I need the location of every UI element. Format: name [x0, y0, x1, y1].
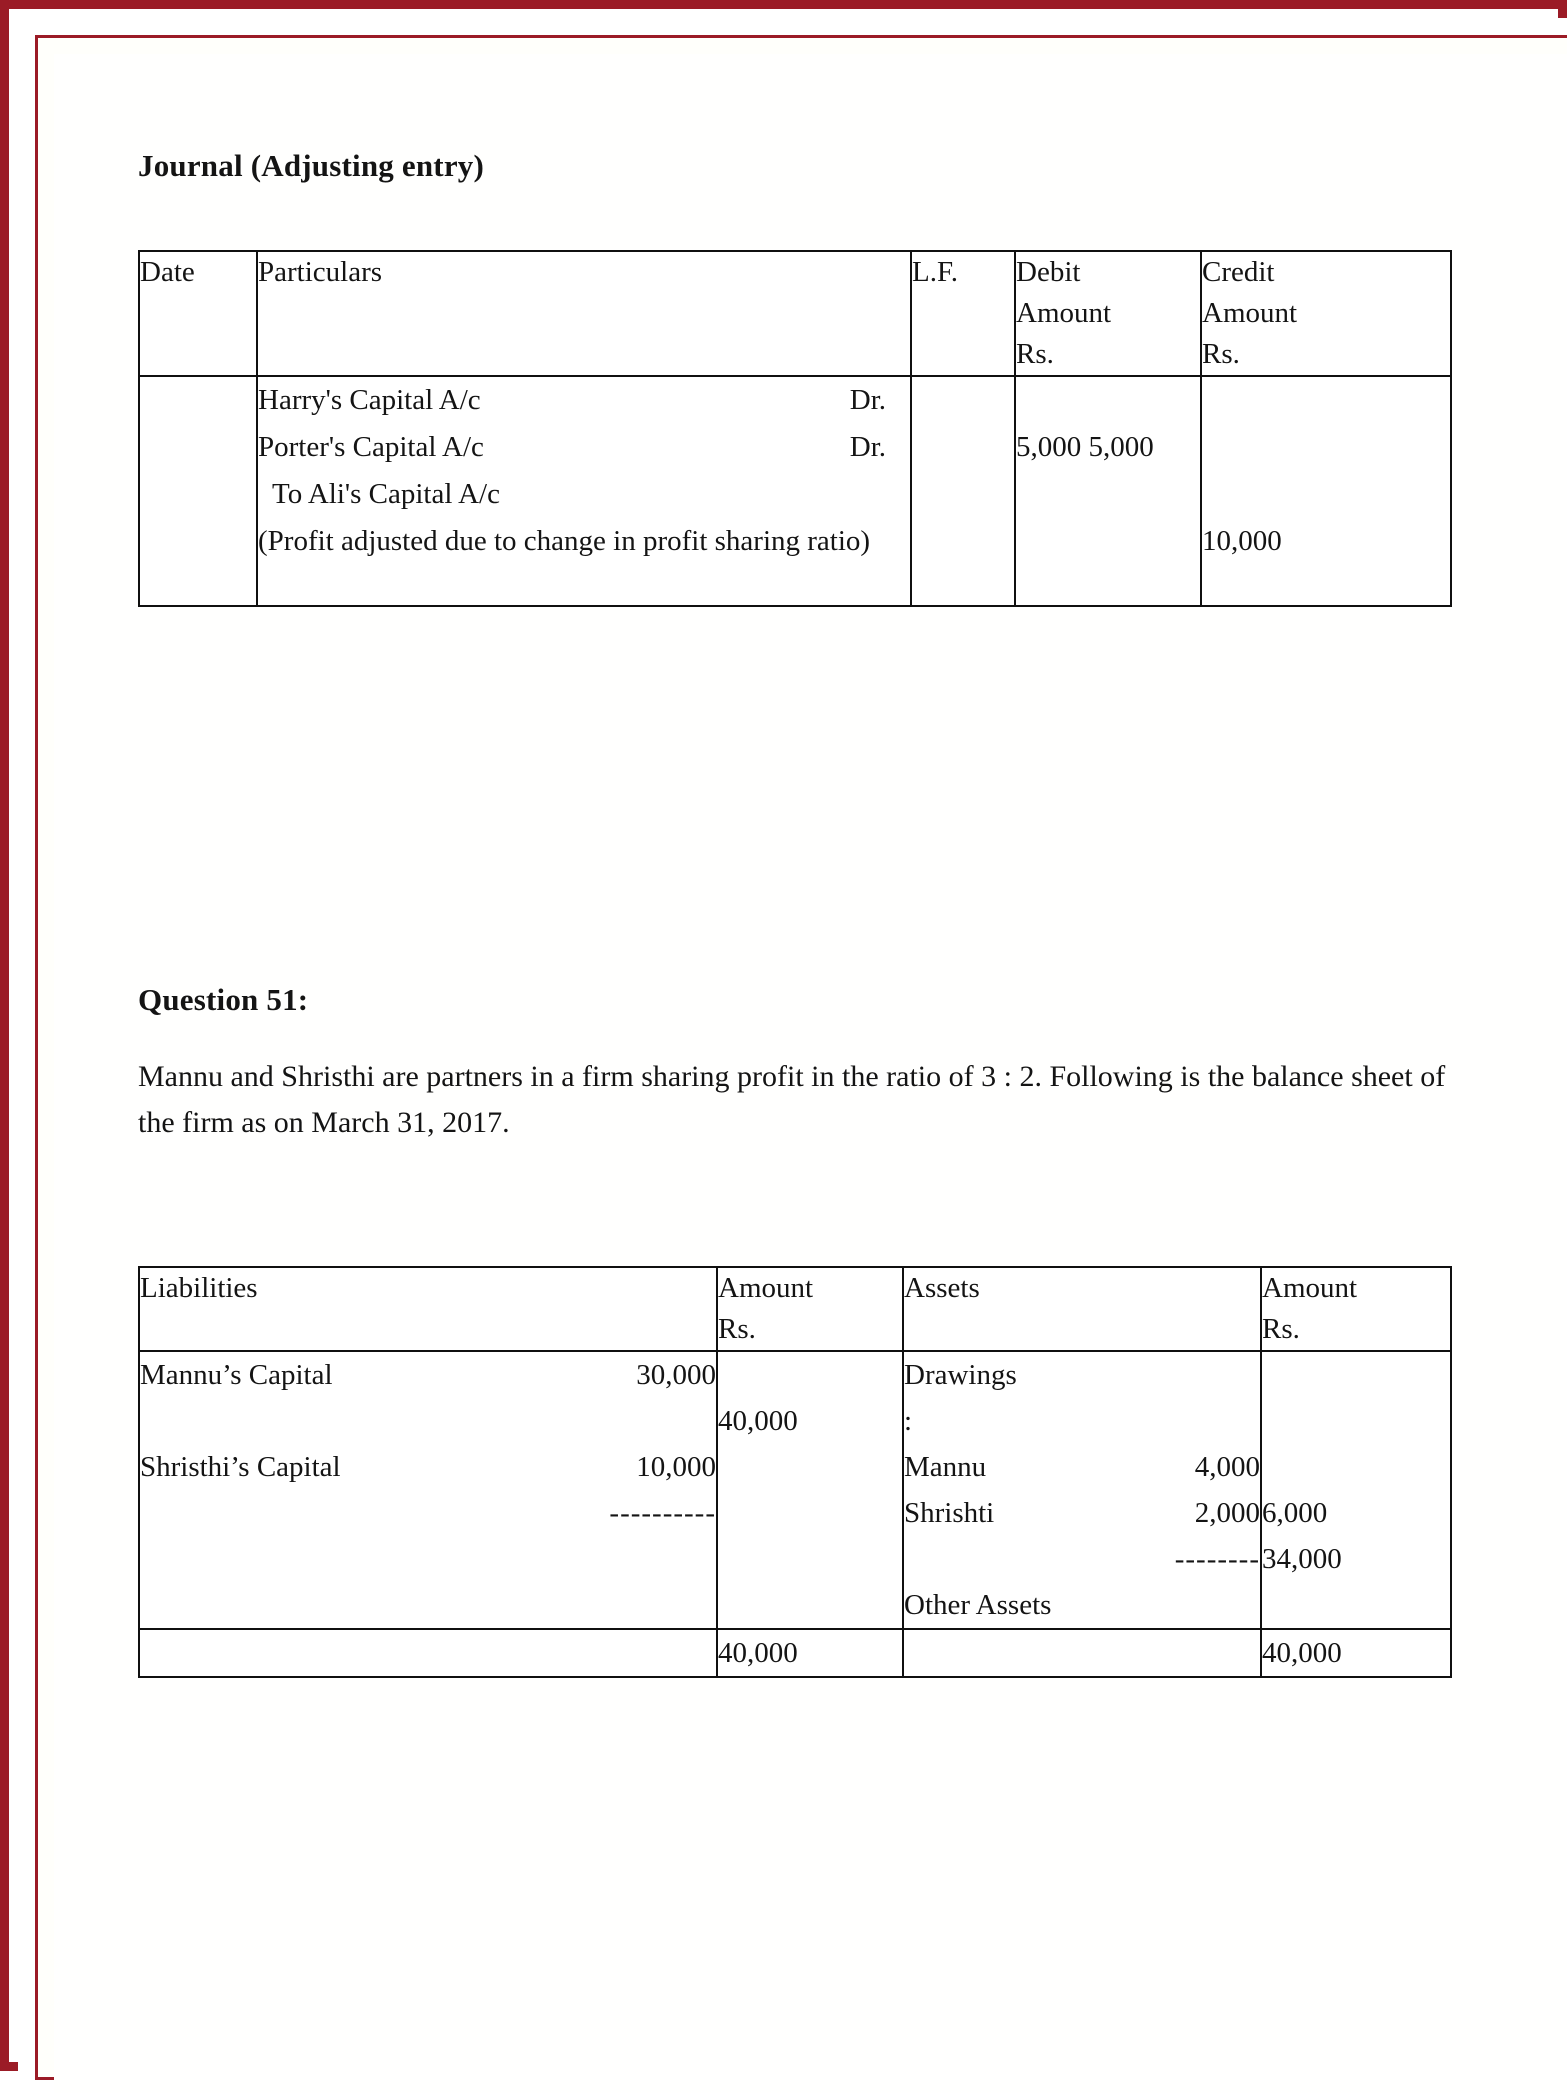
credit-blank-line-1	[1202, 377, 1450, 424]
liability-value-mannu: 30,000	[636, 1359, 716, 1391]
header-cell-date	[139, 251, 257, 376]
header-cell-assets	[903, 1267, 1261, 1351]
debit-amount-porter: 5,000	[1088, 431, 1154, 463]
liabilities-cell	[139, 1351, 717, 1629]
credit-blank-line-3	[1202, 471, 1450, 518]
entry-dr-tag-porter: Dr.	[849, 431, 886, 463]
assets-other-assets-value: 34,000	[1262, 1543, 1342, 1575]
total-assets-label-cell	[903, 1629, 1261, 1677]
liability-item-mannu	[140, 1352, 716, 1398]
entry-debit-cell	[1015, 376, 1201, 606]
entry-line-harry	[258, 377, 910, 424]
header-liabilities-label: Liabilities	[140, 1272, 258, 1304]
entry-account-porter: Porter's Capital A/c	[258, 431, 484, 463]
entry-credit-cell	[1201, 376, 1451, 606]
entry-narration: (Profit adjusted due to change in profit sharing ratio)	[258, 525, 871, 557]
page-border-inner	[35, 35, 1567, 2080]
page-content	[54, 54, 1567, 2093]
balance-sheet-table	[138, 1266, 1452, 1678]
header-cell-lf	[911, 251, 1015, 376]
header-amount-left-line2: Rs.	[718, 1313, 756, 1345]
table-row	[139, 376, 1451, 606]
header-cell-liabilities	[139, 1267, 717, 1351]
header-assets-label: Assets	[904, 1272, 980, 1304]
liability-label-mannu: Mannu’s Capital	[140, 1359, 333, 1391]
header-amount-right-line2: Rs.	[1262, 1313, 1300, 1345]
entry-particulars-cell	[257, 376, 911, 606]
debit-amount-harry: 5,000	[1016, 431, 1082, 463]
assets-cell	[903, 1351, 1261, 1629]
liabilities-blank-line	[140, 1398, 716, 1444]
page-border-white-gap	[18, 18, 1567, 2071]
assets-value-mannu: 4,000	[1194, 1451, 1260, 1483]
header-debit-line1: Debit	[1016, 256, 1081, 288]
header-cell-particulars	[257, 251, 911, 376]
credit-blank-line-2	[1202, 424, 1450, 471]
header-cell-credit	[1201, 251, 1451, 376]
assets-other-assets-label: Other Assets	[904, 1589, 1052, 1621]
entry-line-ali	[258, 471, 910, 518]
assets-value-shrishti: 2,000	[1194, 1497, 1260, 1529]
entry-line-porter	[258, 424, 910, 471]
assets-drawings-colon: :	[904, 1405, 913, 1437]
header-lf-label: L.F.	[912, 256, 959, 288]
journal-title: Journal (Adjusting entry)	[138, 148, 485, 183]
total-assets-value: 40,000	[1261, 1629, 1451, 1677]
entry-dr-tag-harry: Dr.	[849, 384, 886, 416]
question-text: Mannu and Shristhi are partners in a firm sharing profit in the ratio of 3 : 2. Following is the balance sheet of the firm as on March 31, 2017.	[138, 1060, 1446, 1139]
header-date-label: Date	[140, 256, 195, 288]
right-amount-blank-line-1	[1262, 1352, 1450, 1398]
header-debit-line2: Amount	[1016, 297, 1112, 329]
assets-label-shrishti: Shrishti	[904, 1497, 995, 1529]
liability-label-shristhi: Shristhi’s Capital	[140, 1451, 341, 1483]
header-cell-debit	[1015, 251, 1201, 376]
right-amount-blank-line-2	[1262, 1398, 1450, 1444]
journal-table	[138, 250, 1452, 607]
assets-item-mannu	[904, 1444, 1260, 1490]
table-row	[139, 1351, 1451, 1629]
header-credit-line2: Amount	[1202, 297, 1298, 329]
assets-drawings-label: Drawings	[904, 1359, 1017, 1391]
debit-blank-line	[1016, 377, 1200, 424]
liability-value-shristhi: 10,000	[636, 1451, 716, 1483]
assets-amount-cell	[1261, 1351, 1451, 1629]
header-credit-line1: Credit	[1202, 256, 1275, 288]
assets-drawings-colon-row	[904, 1398, 1260, 1444]
header-amount-left-line1: Amount	[718, 1272, 814, 1304]
credit-amount-ali: 10,000	[1202, 525, 1282, 557]
header-credit-line3: Rs.	[1202, 338, 1240, 370]
liabilities-subtotal-value: 40,000	[718, 1405, 798, 1437]
header-cell-amount-left	[717, 1267, 903, 1351]
entry-date-cell	[139, 376, 257, 606]
header-particulars-label: Particulars	[258, 256, 383, 288]
assets-drawings-rule: --------	[1174, 1543, 1260, 1575]
assets-other-assets-row	[904, 1582, 1260, 1628]
liabilities-subtotal-rule: ----------	[609, 1497, 716, 1529]
assets-drawings-label-row	[904, 1352, 1260, 1398]
assets-item-shrishti	[904, 1490, 1260, 1536]
liability-item-shristhi	[140, 1444, 716, 1490]
header-cell-amount-right	[1261, 1267, 1451, 1351]
total-liabilities-value: 40,000	[717, 1629, 903, 1677]
liabilities-amount-cell	[717, 1351, 903, 1629]
left-amount-blank-line	[718, 1352, 902, 1398]
right-amount-blank-line-3	[1262, 1444, 1450, 1490]
question-heading: Question 51:	[138, 982, 309, 1017]
assets-label-mannu: Mannu	[904, 1451, 987, 1483]
entry-lf-cell	[911, 376, 1015, 606]
entry-account-ali: To Ali's Capital A/c	[272, 478, 500, 510]
header-debit-line3: Rs.	[1016, 338, 1054, 370]
entry-account-harry: Harry's Capital A/c	[258, 384, 481, 416]
table-total-row	[139, 1629, 1451, 1677]
assets-drawings-total-value: 6,000	[1262, 1497, 1328, 1529]
table-header-row	[139, 1267, 1451, 1351]
table-header-row	[139, 251, 1451, 376]
header-amount-right-line1: Amount	[1262, 1272, 1358, 1304]
total-liabilities-label-cell	[139, 1629, 717, 1677]
